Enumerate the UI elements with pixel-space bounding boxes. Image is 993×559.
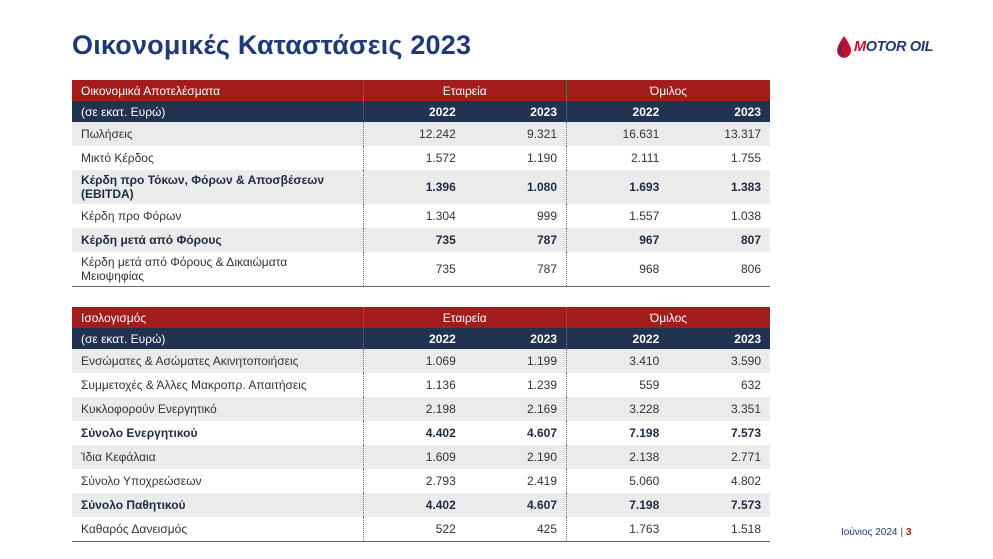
cell-value: 1.763 [567,517,669,542]
cell-value: 7.573 [668,493,770,517]
cell-value: 999 [536,209,557,223]
year-header: 2022 [567,101,669,122]
cell-value: 967 [567,228,669,252]
table-row [72,170,770,204]
cell-value: 1.383 [668,170,770,204]
cell-value: 4.802 [730,474,761,488]
cell-value: 2.138 [567,445,669,469]
cell-value: 1.304 [363,204,465,228]
group-header-company: Εταιρεία [363,307,567,328]
cell-value: 4.607 [465,493,567,517]
year-header: 2023 [668,101,770,122]
cell-value: 787 [465,252,567,287]
cell-value: 787 [465,228,567,252]
table-header-row [72,80,770,101]
cell-value: 5.060 [567,469,669,493]
footer-date: Ιούνιος 2024 [841,527,898,538]
year-header-row [72,328,770,349]
year-header: 2023 [668,328,770,349]
cell-value: 632 [740,378,761,392]
year-header: 2023 [465,328,567,349]
cell-value: 7.198 [567,421,669,445]
cell-value: 1.136 [363,373,465,397]
cell-value: 4.402 [363,421,465,445]
cell-value: 735 [363,252,465,287]
table-row [72,517,770,542]
cell-value: 2.771 [668,445,770,469]
balance-table [72,307,770,542]
cell-value: 16.631 [567,122,669,146]
row-label: Κέρδη προ Φόρων [81,209,182,223]
cell-value: 522 [363,517,465,542]
table-row [72,146,770,170]
cell-value: 1.239 [526,378,557,392]
group-header-group: Όμιλος [567,80,771,101]
cell-value: 2.198 [363,397,465,421]
cell-value: 1.609 [363,445,465,469]
table-row [72,469,770,493]
cell-value: 2.419 [526,474,557,488]
cell-value: 2.111 [567,146,669,170]
cell-value: 3.351 [668,397,770,421]
cell-value: 1.396 [363,170,465,204]
cell-value: 1.755 [730,151,761,165]
cell-value: 3.590 [668,349,770,373]
table-row [72,122,770,146]
cell-value: 735 [363,228,465,252]
cell-value: 4.607 [526,426,557,440]
cell-value: 2.190 [465,445,567,469]
group-header-company: Εταιρεία [363,80,567,101]
unit-label: (σε εκατ. Ευρώ) [72,328,363,349]
table-row [72,397,770,421]
cell-value: 2.169 [465,397,567,421]
row-label: Σύνολο Ενεργητικού [81,426,198,440]
table-row [72,349,770,373]
year-header: 2022 [363,101,465,122]
motor-oil-logo [835,34,933,60]
table-row [72,373,770,397]
row-label: Μικτό Κέρδος [81,151,154,165]
cell-value: 3.410 [567,349,669,373]
table-row [72,228,770,252]
unit-label: (σε εκατ. Ευρώ) [72,101,363,122]
row-label: Σύνολο Υποχρεώσεων [81,474,202,488]
page-number: 3 [906,527,912,538]
row-label: Συμμετοχές & Άλλες Μακροπρ. Απαιτήσεις [81,378,307,392]
cell-value: 1.190 [526,151,557,165]
row-label: Σύνολο Παθητικού [72,493,363,517]
cell-value: 4.402 [363,493,465,517]
row-label: Καθαρός Δανεισμός [72,517,363,542]
cell-value: 425 [465,517,567,542]
results-table [72,80,770,287]
brand-name [854,39,933,55]
cell-value: 1.693 [567,170,669,204]
cell-value: 807 [668,228,770,252]
cell-value: 1.069 [363,349,465,373]
row-label: Κυκλοφορούν Ενεργητικό [72,397,363,421]
group-header-group: Όμιλος [567,307,771,328]
footer-separator: | [900,527,904,538]
year-header: 2023 [465,101,567,122]
cell-value: 3.228 [567,397,669,421]
brand-initial: M [854,39,866,55]
table-header-row [72,307,770,328]
oil-drop-icon [835,35,853,59]
cell-value: 13.317 [668,122,770,146]
table-row [72,252,770,287]
table-row [72,421,770,445]
row-label: Κέρδη μετά από Φόρους [72,228,363,252]
cell-value: 1.199 [465,349,567,373]
cell-value: 9.321 [465,122,567,146]
row-label: Κέρδη προ Τόκων, Φόρων & Αποσβέσεων (EBITDA) [72,170,363,204]
year-header: 2022 [363,328,465,349]
cell-value: 968 [567,252,669,287]
cell-value: 1.572 [363,146,465,170]
page-title: Οικονομικές Καταστάσεις 2023 [72,30,472,60]
cell-value: 806 [668,252,770,287]
cell-value: 1.080 [465,170,567,204]
cell-value: 7.198 [567,493,669,517]
row-label: Κέρδη μετά από Φόρους & Δικαιώματα Μειοψηφίας [72,252,363,287]
table-row [72,204,770,228]
cell-value: 12.242 [363,122,465,146]
row-label: Ενσώματες & Ασώματες Ακινητοποιήσεις [72,349,363,373]
cell-value: 1.518 [668,517,770,542]
cell-value: 2.793 [363,469,465,493]
year-header: 2022 [567,328,669,349]
table-title: Ισολογισμός [72,307,363,328]
year-header-row [72,101,770,122]
cell-value: 1.038 [730,209,761,223]
table-title: Οικονομικά Αποτελέσματα [72,80,363,101]
row-label: Ίδια Κεφάλαια [72,445,363,469]
table-row [72,445,770,469]
slide-footer [841,527,912,538]
table-row [72,493,770,517]
cell-value: 1.557 [567,204,669,228]
cell-value: 7.573 [730,426,761,440]
cell-value: 559 [567,373,669,397]
row-label: Πωλήσεις [72,122,363,146]
brand-rest: OTOR OIL [865,39,934,55]
